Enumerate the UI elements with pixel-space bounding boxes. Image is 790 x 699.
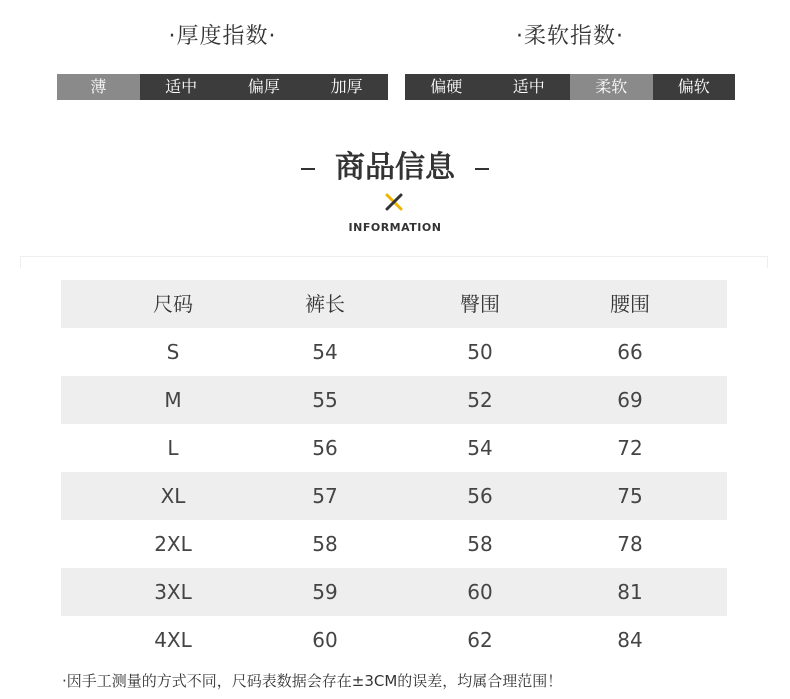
table-cell: L — [167, 436, 179, 460]
measurement-note: ·因手工测量的方式不同，尺码表数据会存在±3CM的误差，均属合理范围！ — [62, 672, 563, 690]
heading-dash-left — [301, 168, 315, 170]
softness-option: 偏软 — [677, 77, 710, 96]
table-cell: S — [166, 340, 180, 364]
table-cell: 50 — [467, 340, 493, 364]
softness-index-title: ·柔软指数· — [516, 24, 624, 49]
heading-dash-right — [475, 168, 489, 170]
table-cell: XL — [160, 484, 186, 508]
table-row — [61, 328, 727, 376]
table-header-row — [61, 280, 727, 328]
table-cell: 60 — [312, 628, 338, 652]
table-cell: 57 — [312, 484, 338, 508]
table-row — [61, 568, 727, 616]
softness-index-bar — [405, 74, 735, 100]
table-cell: 66 — [617, 340, 643, 364]
table-row — [61, 376, 727, 424]
thickness-option: 适中 — [165, 77, 198, 96]
table-cell: 75 — [617, 484, 643, 508]
cross-icon — [385, 193, 403, 211]
table-header-cell: 臀围 — [460, 292, 500, 316]
table-header-cell: 尺码 — [153, 292, 193, 316]
divider — [767, 256, 768, 268]
table-cell: 56 — [312, 436, 338, 460]
softness-option: 偏硬 — [430, 77, 463, 96]
softness-option: 适中 — [512, 77, 545, 96]
size-table — [61, 280, 727, 664]
table-cell: 4XL — [154, 628, 192, 652]
table-cell: 60 — [467, 580, 493, 604]
table-cell: 54 — [312, 340, 338, 364]
table-cell: 69 — [617, 388, 643, 412]
table-cell: 2XL — [154, 532, 192, 556]
table-row — [61, 424, 727, 472]
table-cell: 3XL — [154, 580, 192, 604]
table-header-cell: 腰围 — [610, 292, 650, 316]
thickness-option: 加厚 — [330, 77, 363, 96]
table-cell: 56 — [467, 484, 493, 508]
table-cell: 54 — [467, 436, 493, 460]
divider — [20, 256, 21, 268]
table-cell: 58 — [312, 532, 338, 556]
thickness-index-title: ·厚度指数· — [168, 24, 277, 49]
thickness-option: 偏厚 — [247, 77, 280, 96]
table-cell: 72 — [617, 436, 643, 460]
softness-option: 柔软 — [570, 74, 653, 100]
table-cell: M — [164, 388, 182, 412]
divider — [20, 256, 768, 257]
table-cell: 81 — [617, 580, 643, 604]
table-cell: 84 — [617, 628, 643, 652]
thickness-option: 薄 — [57, 74, 140, 100]
table-row — [61, 472, 727, 520]
table-cell: 58 — [467, 532, 493, 556]
table-header-cell: 裤长 — [305, 292, 345, 316]
table-cell: 59 — [312, 580, 338, 604]
table-cell: 52 — [467, 388, 493, 412]
thickness-index-bar — [57, 74, 388, 100]
section-heading — [0, 148, 790, 188]
table-cell: 78 — [617, 532, 643, 556]
section-subtitle: INFORMATION — [348, 221, 442, 234]
section-title: 商品信息 — [335, 150, 455, 185]
table-cell: 55 — [312, 388, 338, 412]
table-cell: 62 — [467, 628, 493, 652]
table-row — [61, 616, 727, 664]
table-row — [61, 520, 727, 568]
